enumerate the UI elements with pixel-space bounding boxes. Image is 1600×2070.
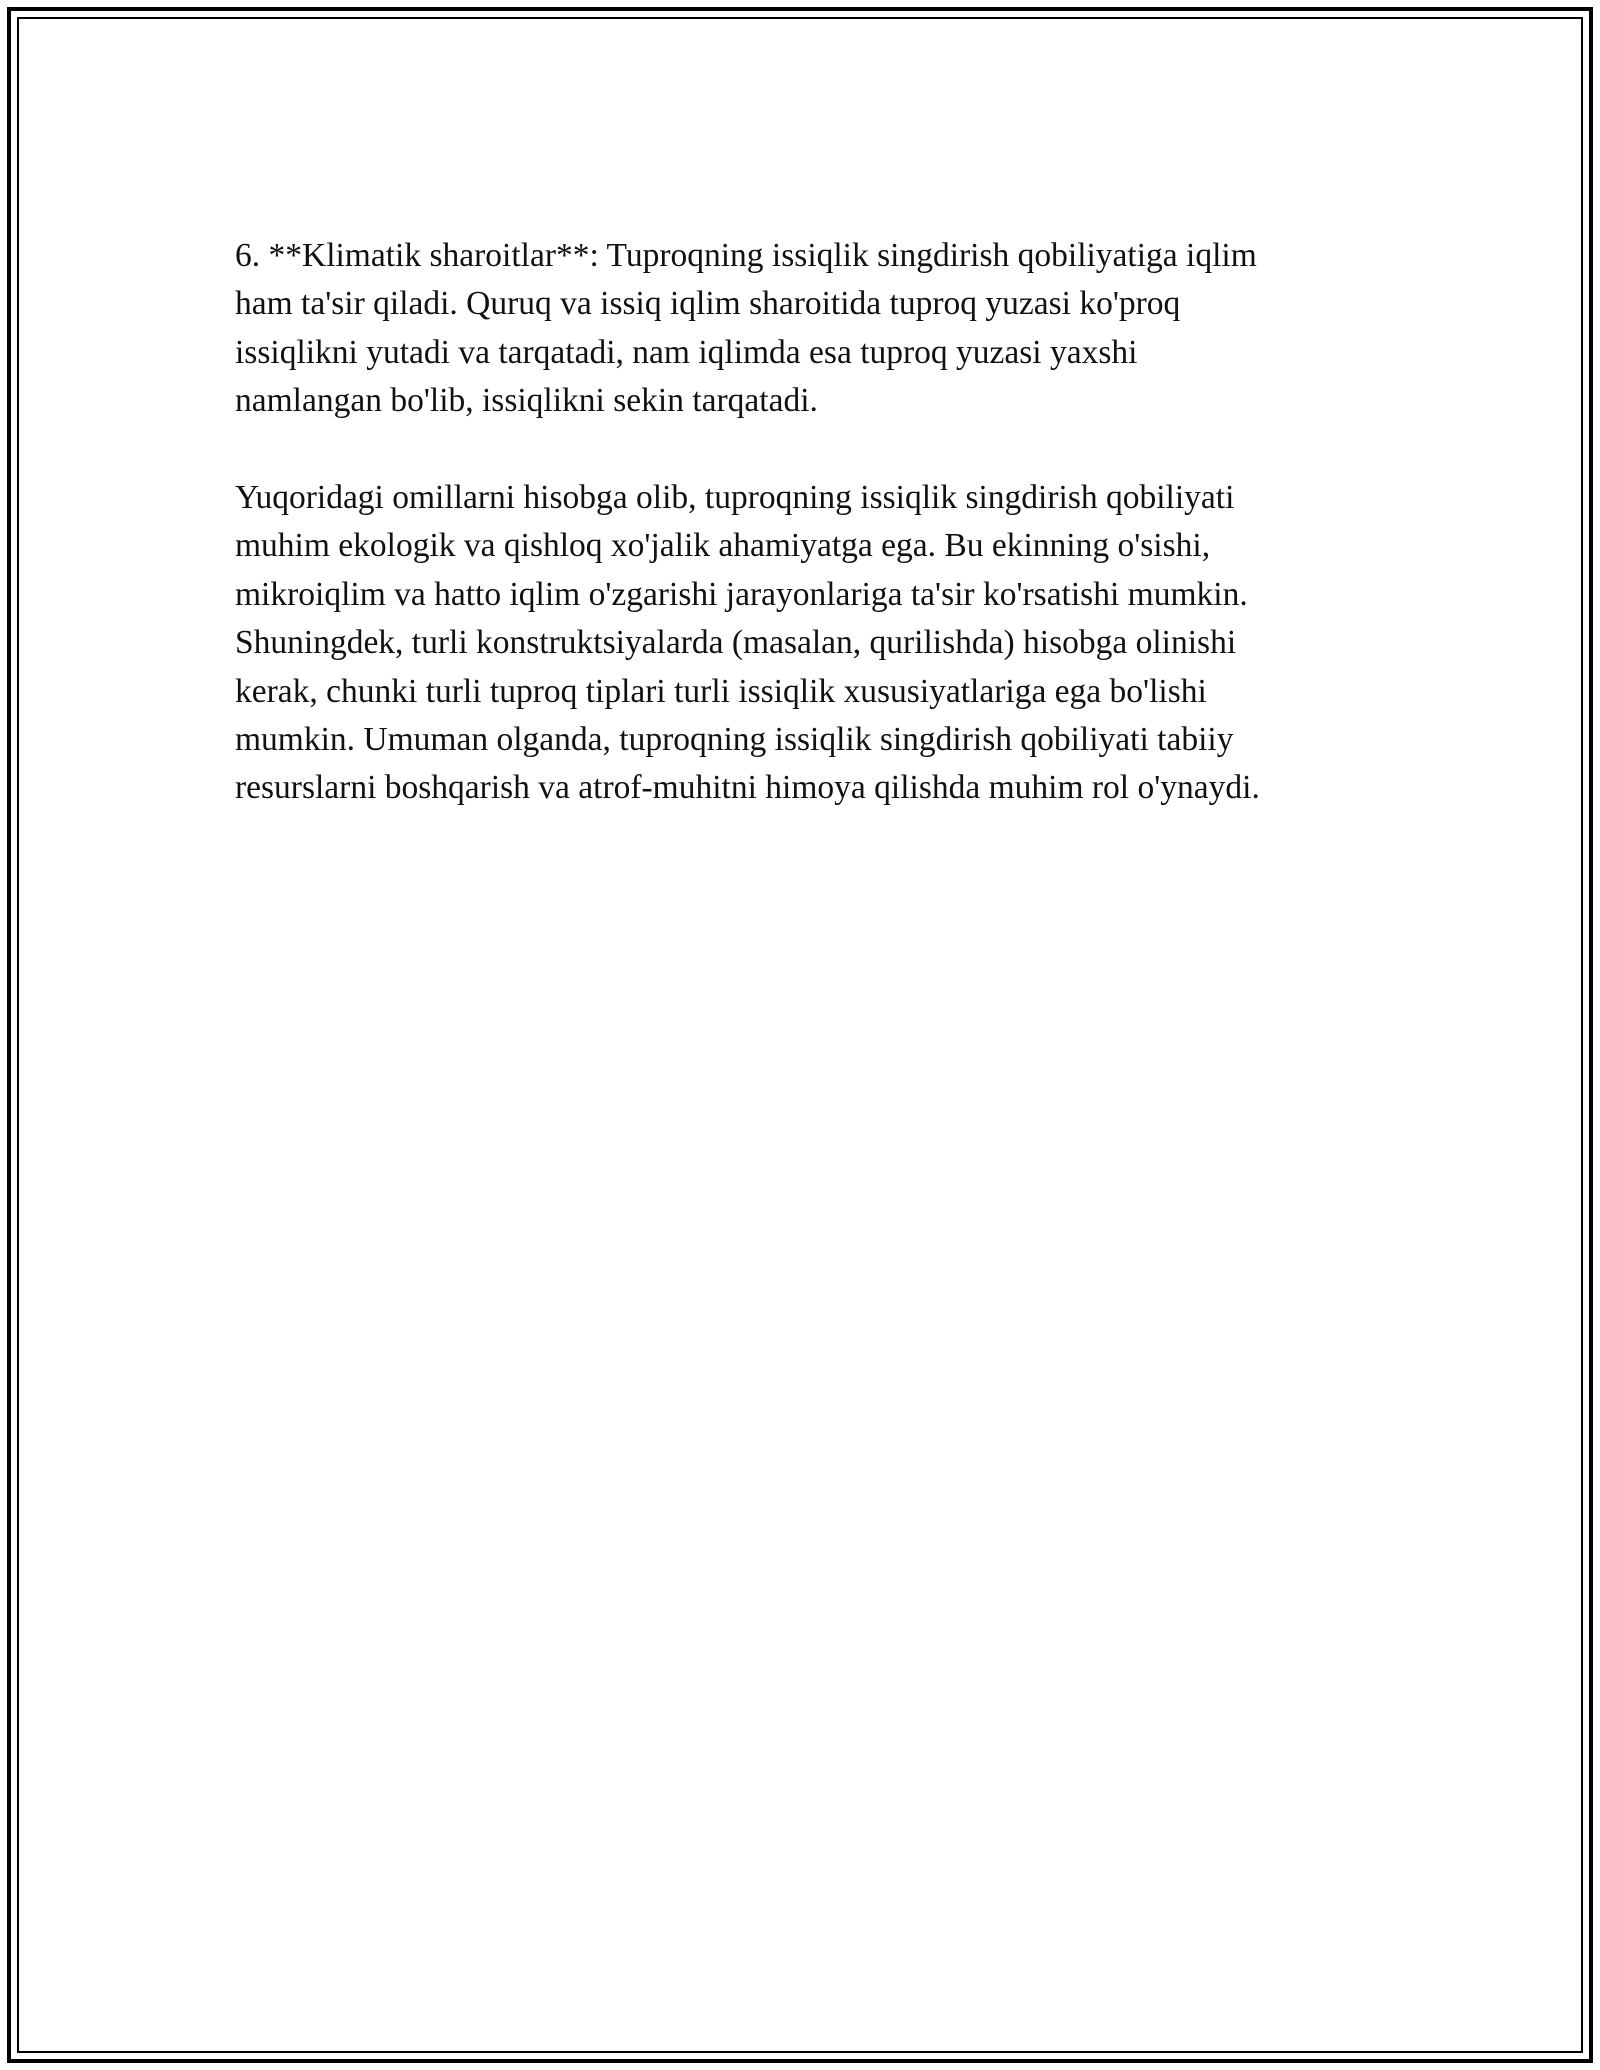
paragraph-climatic-conditions: 6. **Klimatik sharoitlar**: Tuproqning issiqlik singdirish qobiliyatiga iqlim ham ta'sir qiladi. Quruq va issiq iqlim sharoitida tuproq yuzasi ko'proq issiqlikni yutadi va tarqatadi, nam iqlimda esa tuproq yuzasi yaxshi namlangan bo'lib, issiqlikni sekin tarqatadi. bbox=[235, 237, 1257, 420]
paragraph-conclusion: Yuqoridagi omillarni hisobga olib, tuproqning issiqlik singdirish qobiliyati muhim ekologik va qishloq xo'jalik ahamiyatga ega. Bu ekinning o'sishi, mikroiqlim va hatto iqlim o'zgarishi jarayonlariga ta'sir ko'rsatishi mumkin. Shuningdek, turli konstruktsiyalarda (masalan, qurilishda) hisobga olinishi kerak, chunki turli tuproq tiplari turli issiqlik xususiyatlariga ega bo'lishi mumkin. Umuman olganda, tuproqning issiqlik singdirish qobiliyati tabiiy resurslarni boshqarish va atrof-muhitni himoya qilishda muhim rol o'ynaydi. bbox=[235, 479, 1260, 807]
document-body bbox=[235, 232, 1375, 861]
